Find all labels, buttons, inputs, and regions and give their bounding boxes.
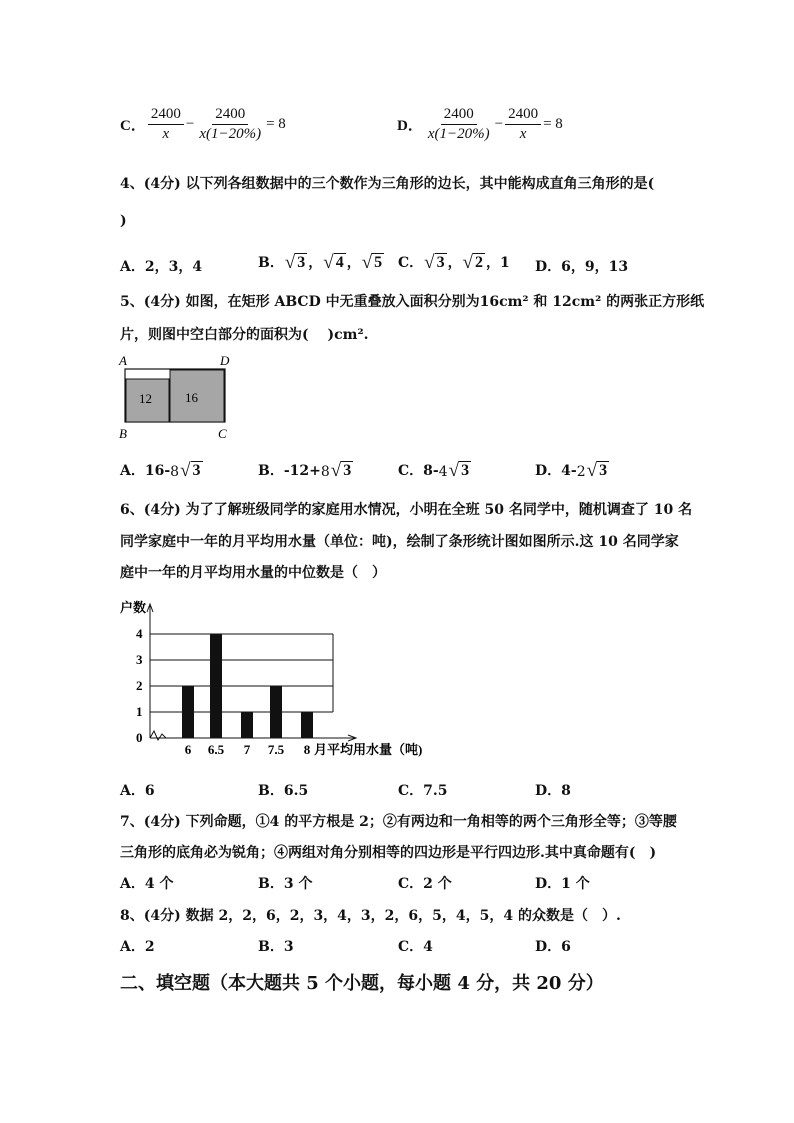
q8-stem-line-1: 8、(4分) 数据 2，2，6，2，3，4，3，2，6，5，4，5，4 的众数是（ ）. [120,908,621,924]
q6-option-b: B．6.5 [258,783,309,799]
q7-option-d: D．1 个 [535,876,590,892]
sqrt-symbol: √ 3 [284,252,306,273]
sqrt-symbol: √ 3 [330,460,352,481]
q3-option-c-letter: C． [120,118,146,134]
q5-option-a: A．16- 8 √ 3 [120,460,201,481]
label-a: A [119,353,127,368]
q5-rectangle-figure [115,350,245,445]
q3-option-d-letter: D． [397,118,423,134]
q5-option-c: C．8- 4 √ 3 [398,460,470,481]
q4-option-d: D．6，9，13 [535,259,629,275]
square-16-label: 16 [185,390,198,405]
q8-option-a: A．2 [120,939,155,955]
label-c: C [218,426,227,441]
q8-option-c: C．4 [398,939,433,955]
sqrt-symbol: √ 4 [323,252,344,273]
label-b: B [119,426,127,441]
y-tick-label: 2 [136,678,143,693]
y-tick-label: 0 [136,730,143,745]
y-axis-label: 户数 [120,600,147,615]
q7-option-c: C．2 个 [398,876,452,892]
bar [210,634,222,738]
q5-option-d: D．4- 2 √ 3 [535,460,608,481]
x-tick-label: 6 [184,742,192,757]
x-tick-label: 8 [303,742,311,757]
q3-c-fraction-2: $\frac{2400}{x(1-20\%)}$ [199,106,262,142]
x-axis-label: 月平均用水量（吨) [314,742,423,757]
x-tick-label: 7.5 [267,742,285,757]
q8-option-b: B．3 [258,939,294,955]
x-tick-label: 7 [243,742,251,757]
q4-option-b: B． √ 3 ， √ 4 ， √ 5 [258,252,383,273]
sqrt-symbol: √ 3 [586,460,608,481]
q4-option-a: A．2，3，4 [120,259,203,275]
q3-option-d: D． $\frac{2400}{x(1-20\%)}$ − $\frac{2400}{x}$ = 8 [397,106,563,142]
bar [301,712,313,738]
q3-option-c: C． $\frac{2400}{x}$ − $\frac{2400}{x(1-20\%)}$ = 8 [120,106,286,142]
q6-stem-line-2: 同学家庭中一年的月平均用水量（单位：吨)，绘制了条形统计图如图所示.这 10 名同学家 [120,534,679,550]
q4-stem-line-1: 4、(4分) 以下列各组数据中的三个数作为三角形的边长，其中能构成直角三角形的是( [120,176,655,192]
axis-break [150,731,166,740]
sqrt-symbol: √ 3 [424,252,445,273]
q6-option-d: D．8 [535,783,571,799]
q7-stem-line-2: 三角形的底角必为锐角；④两组对角分别相等的四边形是平行四边形.其中真命题有( ) [120,845,657,861]
q6-option-a: A．6 [120,783,155,799]
bar [182,686,194,738]
q4-option-c: C． √ 3 ， √ 2 ，1 [398,252,510,273]
section-2-title: 二、填空题（本大题共 5 个小题，每小题 4 分，共 20 分） [120,973,604,994]
sqrt-symbol: √ 2 [462,252,484,273]
y-tick-label: 1 [136,704,143,719]
q7-option-a: A．4 个 [120,876,174,892]
q6-option-c: C．7.5 [398,783,448,799]
q3-d-fraction-2: $\frac{2400}{x}$ [505,106,541,143]
sqrt-symbol: √ 3 [180,460,201,481]
y-tick-label: 4 [136,626,143,641]
q7-stem-line-1: 7、(4分) 下列命题，①4 的平方根是 2；②有两边和一角相等的两个三角形全等；③等腰 [120,814,677,830]
q8-option-d: D．6 [535,939,571,955]
bar [270,686,282,738]
bar [241,712,253,738]
q7-option-b: B．3 个 [258,876,313,892]
sqrt-symbol: √ 5 [361,252,383,273]
q5-stem-line-2: 片，则图中空白部分的面积为( )cm². [120,327,369,343]
q4-stem-line-2: ) [120,213,127,229]
q6-stem-line-3: 庭中一年的月平均用水量的中位数是（ ） [120,565,386,581]
q5-option-b: B．-12+ 8 √ 3 [258,460,352,481]
q3-c-fraction-1: $\frac{2400}{x}$ [148,106,184,143]
q3-d-fraction-1: $\frac{2400}{x(1-20\%)}$ [427,106,490,142]
sqrt-symbol: √ 3 [448,460,470,481]
q6-bar-chart [110,598,440,758]
q6-stem-line-1: 6、(4分) 为了了解班级同学的家庭用水情况，小明在全班 50 名同学中，随机调查了 10 名 [120,502,693,518]
q5-stem-line-1: 5、(4分) 如图，在矩形 ABCD 中无重叠放入面积分别为16cm² 和 12cm² 的两张正方形纸 [120,294,705,310]
x-tick-label: 6.5 [207,742,225,757]
square-12-label: 12 [139,391,152,406]
y-tick-label: 3 [136,652,143,667]
label-d: D [220,353,230,368]
